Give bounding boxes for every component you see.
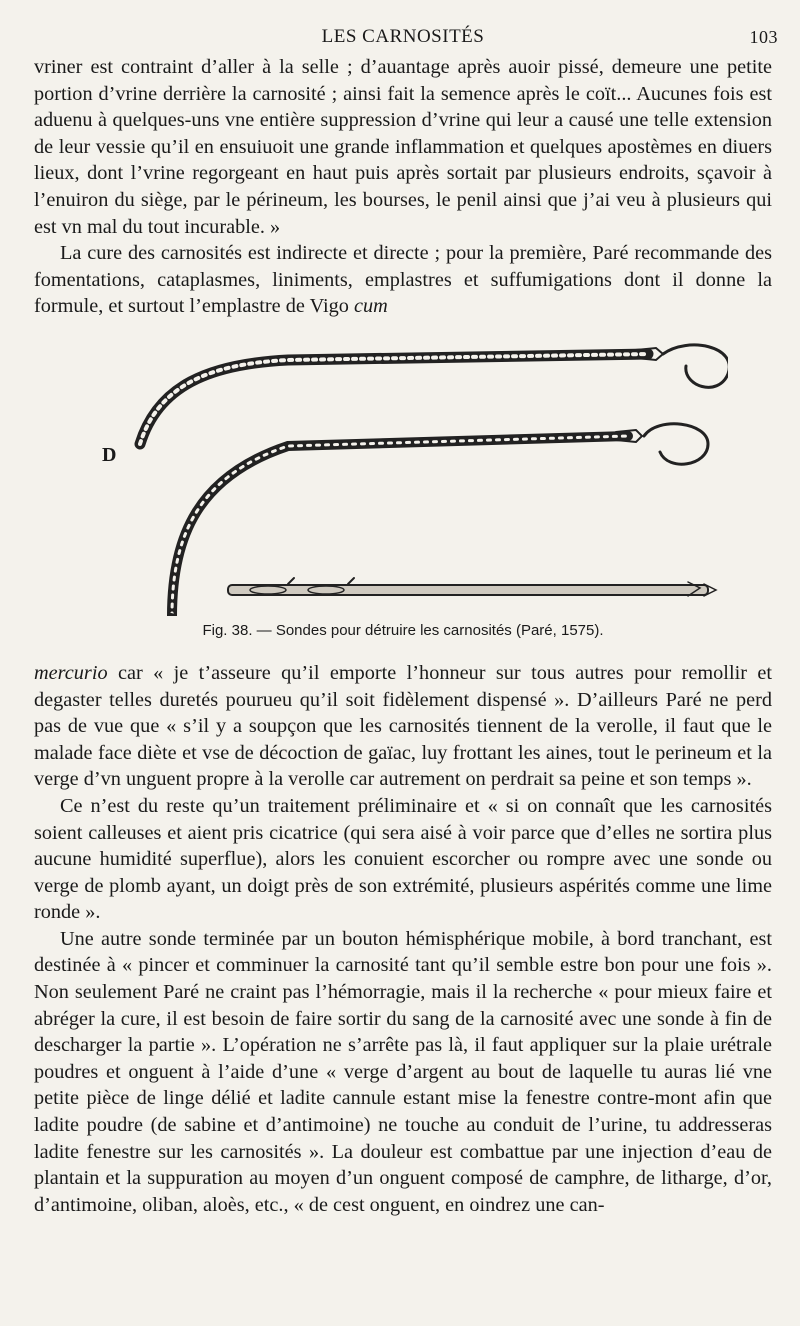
- figure-letter-d: D: [102, 443, 117, 466]
- figure-caption: Fig. 38. — Sondes pour détruire les carnosités (Paré, 1575).: [202, 621, 604, 639]
- page-number: 103: [749, 27, 778, 47]
- paragraph-1: vriner est contraint d’aller à la selle ; d’auantage après auoir pissé, demeure une petite portion d’vrine derrière la carnosité ; ainsi fait la semence après le coït... Aucunes fois est aduenu à quelques-uns vne entière suppression d’vrine qui leur a causé une telle extension de leur vessie qu’il en ensuiuoit une grande inflammation et quelques apostèmes en diuers lieux, dont l’vrine regorgeant en haut puis après sortait par plusieurs endroits, sçavoir à l’enuiron du siège, par le périneum, les bourses, le penil ainsi que j’ai veu à plusieurs qui est vn mal du tout incurable. »: [34, 56, 772, 238]
- paragraph-3-text: car « je t’asseure qu’il emporte l’honneur sur tous autres pour remollir et degaster telles duretés pourueu qu’il soit fidèlement dispensé ». D’ailleurs Paré ne perd pas de vue que « s’il y a soupçon que les carnosités tiennent de la verolle, il faut que le malade face diète et vse de décoction de gaïac, luy frottant les aines, tout le perineum et la verge d’vn unguent propre à la verolle car autrement on perdrait sa peine et son temps ».: [34, 661, 772, 791]
- paragraph-2-italic: cum: [354, 295, 388, 318]
- running-head: [34, 20, 778, 54]
- lower-sonde: [228, 585, 708, 595]
- sondes-illustration: [88, 326, 728, 616]
- body-text: [34, 54, 772, 320]
- paragraph-2: [34, 240, 772, 320]
- paragraph-4: Ce n’est du reste qu’un traitement préliminaire et « si on connaît que les carnosités soient calleuses et aient pris cicatrice (qui sera aisé à voir parce que d’elles ne sortira plus aucune humidité superflue), alors les conuient escorcher ou rompre avec une sonde ou verge de plomb ayant, un doigt près de son extrémité, plusieurs aspérités comme une lime ronde ».: [34, 794, 772, 924]
- upper-ring: [663, 345, 728, 387]
- running-title: LES CARNOSITÉS: [321, 26, 485, 47]
- upper-sonde: [140, 354, 648, 444]
- paragraph-3: [34, 660, 772, 793]
- page: [34, 20, 778, 1218]
- paragraph-3-italic: mercurio: [34, 661, 108, 684]
- paragraph-5: Une autre sonde terminée par un bouton hémisphérique mobile, à bord tranchant, est destinée à « pincer et comminuer la carnosité tant qu’il semble estre bon pour une fois ». Non seulement Paré ne craint pas l’hémorragie, mais il la recherche « pour mieux faire et abréger la cure, il est besoin de faire sortir du sang de la carnosité avec une sonde à fin de descharger la partie ». L’opération ne s’arrête pas là, il faut appliquer sur la plaie urétrale poudres et onguent à l’aide d’une « verge d’argent au bout de laquelle tu auras lié vne petite pièce de linge délié et ladite cannule estant mise la fenestre contre-mont afin que ladite poudre (de sabine et d’antimoine) ne touche au conduit de l’urine, tu addresseras ladite fenestre sur les carnosités ». La douleur est combattue par une injection d’eau de plantain et la suppuration au moyen d’un onguent composé de camphre, de litharge, d’or, d’antimoine, oliban, aloès, etc., « de cest onguent, en oindrez une can-: [34, 927, 772, 1216]
- figure-sondes: [34, 326, 772, 652]
- body-text-continued: [34, 660, 772, 1218]
- paragraph-2-text: La cure des carnosités est indirecte et directe ; pour la première, Paré recommande des fomentations, cataplasmes, liniments, emplastres et suffumigations dont il donne la formule, et surtout l’emplastre de Vigo: [34, 242, 772, 318]
- middle-ring: [644, 424, 708, 464]
